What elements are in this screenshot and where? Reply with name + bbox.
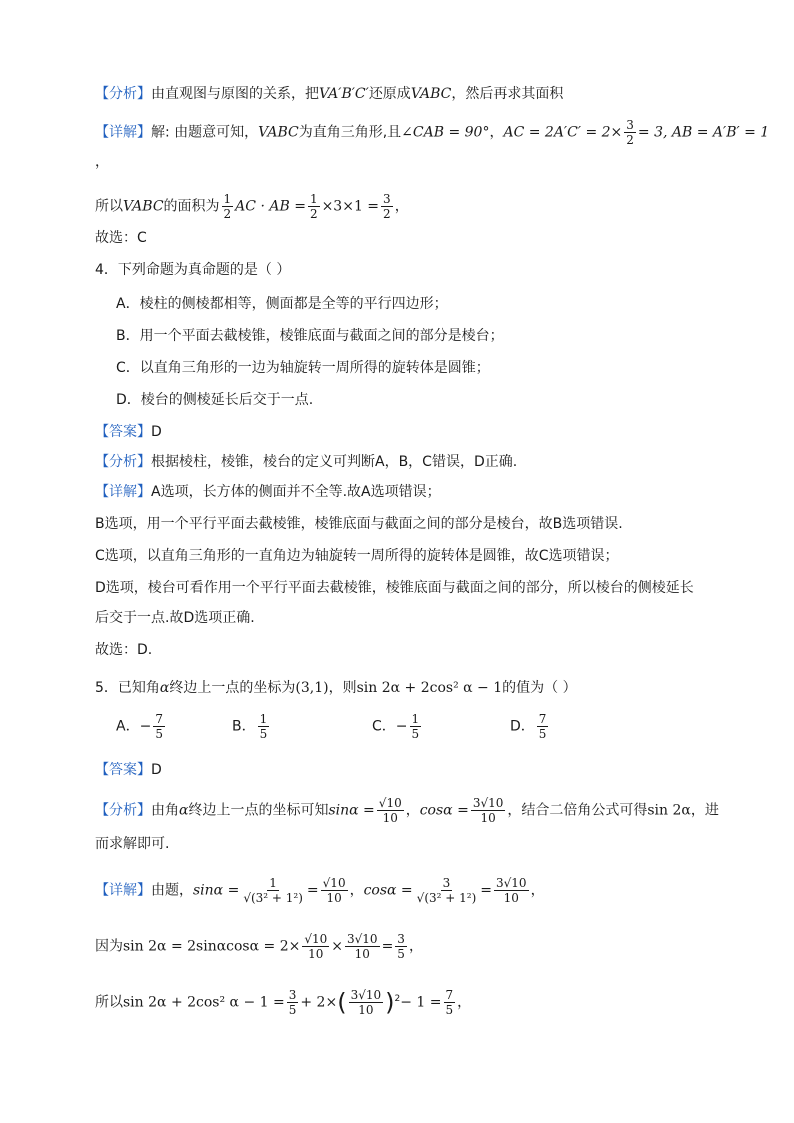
- denominator: 10: [326, 891, 342, 905]
- denominator: √(3² + 1²): [416, 891, 477, 905]
- text: 由题，: [151, 882, 193, 899]
- text: 5．已知角: [95, 680, 160, 696]
- analysis-q3: [95, 84, 724, 104]
- math: sin 2α = 2sinαcosα = 2×: [123, 938, 301, 955]
- denominator: 5: [155, 727, 163, 741]
- detail-4b: B选项，用一个平行平面去截棱锥，棱锥底面与截面之间的部分是棱台，故B选项错误.: [95, 516, 623, 532]
- option-5b: [232, 712, 271, 741]
- fraction: [494, 876, 529, 905]
- denominator: 5: [259, 727, 268, 741]
- detail-q3: [95, 118, 770, 147]
- text: ，进: [690, 802, 719, 819]
- text: 所以: [95, 198, 123, 215]
- option-4c: C．以直角三角形的一边为轴旋转一周所得的旋转体是圆锥；: [116, 360, 490, 376]
- denominator: 10: [308, 947, 324, 961]
- text: ，: [95, 154, 109, 170]
- fraction: [377, 796, 404, 825]
- text: ，然后再求其面积: [451, 86, 564, 102]
- numerator: 3: [397, 932, 405, 946]
- denominator: 5: [445, 1003, 454, 1017]
- math: sin 2α + 2cos² α − 1 =: [123, 994, 285, 1011]
- numerator: 3√10: [347, 932, 378, 946]
- text: ，: [530, 882, 545, 899]
- text: 为直角三角形,且: [298, 124, 402, 141]
- denominator: 10: [503, 891, 519, 905]
- final-line: [95, 988, 724, 1017]
- fraction: [153, 712, 165, 741]
- fraction: [241, 876, 305, 905]
- denominator: 5: [411, 727, 420, 741]
- fraction: [258, 712, 270, 741]
- option-5d: [510, 712, 550, 741]
- detail-4: [95, 482, 724, 502]
- denominator: 2: [383, 207, 391, 221]
- math: VABC: [410, 86, 452, 102]
- denominator: 10: [480, 811, 496, 825]
- text: ，: [349, 882, 364, 899]
- math: VABC: [258, 124, 299, 141]
- math: − 1 =: [400, 994, 442, 1011]
- numerator: 3√10: [350, 988, 382, 1002]
- numerator: 7: [155, 712, 163, 726]
- math: sinα =: [193, 882, 240, 899]
- select-q4: 故选：D.: [95, 642, 153, 658]
- math: ∠CAB = 90°: [401, 124, 490, 141]
- math: VA′B′C′: [319, 86, 369, 102]
- fraction: [410, 712, 422, 741]
- numerator: 1: [411, 712, 420, 726]
- math: AC · AB =: [235, 198, 306, 215]
- denominator: 2: [626, 133, 634, 147]
- paren-close: ): [385, 988, 395, 1017]
- analysis-5: [95, 796, 724, 825]
- fraction: [471, 796, 506, 825]
- math: sin 2α: [647, 802, 691, 819]
- numerator: 3: [442, 876, 451, 890]
- select-q3: 故选：C: [95, 230, 147, 246]
- text: ，: [457, 994, 472, 1011]
- detail-tag: 【详解】: [95, 882, 151, 899]
- fraction: [624, 118, 636, 147]
- numerator: 7: [445, 988, 454, 1002]
- text: 由直观图与原图的关系，把: [151, 86, 319, 102]
- analysis-tag: 【分析】: [95, 802, 151, 819]
- math: α: [179, 802, 189, 819]
- text: D．: [510, 718, 535, 735]
- math: cosα =: [419, 802, 469, 819]
- numerator: 3: [288, 988, 297, 1002]
- fraction: [395, 932, 407, 961]
- analysis-tag: 【分析】: [95, 454, 151, 470]
- denominator: 10: [358, 1003, 374, 1017]
- text: D: [151, 424, 162, 440]
- denominator: 10: [354, 947, 370, 961]
- math: (3,1): [295, 680, 329, 696]
- math: AC = 2A′C′ = 2×: [503, 124, 623, 141]
- math: =: [306, 882, 319, 899]
- answer-4: [95, 422, 724, 442]
- text: 因为: [95, 938, 123, 955]
- numerator: 1: [259, 712, 268, 726]
- option-5c: [372, 712, 423, 741]
- text: ，: [489, 124, 504, 141]
- question-4: 4．下列命题为真命题的是（ ）: [95, 262, 291, 278]
- detail-4c: C选项，以直角三角形的一直角边为轴旋转一周所得的旋转体是圆锥，故C选项错误；: [95, 548, 619, 564]
- detail-tag: 【详解】: [95, 124, 151, 141]
- denominator: 5: [397, 947, 405, 961]
- fraction: [302, 932, 329, 961]
- math: ×: [331, 938, 343, 955]
- text: 由角: [151, 802, 179, 819]
- detail-4e: 后交于一点.故D选项正确.: [95, 610, 255, 626]
- fraction: [287, 988, 299, 1017]
- text: 根据棱柱，棱锥，棱台的定义可判断A，B，C错误，D正确.: [151, 454, 518, 470]
- analysis-4: [95, 452, 724, 472]
- text: 终边上一点的坐标可知: [188, 802, 329, 819]
- text: 终边上一点的坐标为: [169, 680, 296, 696]
- fraction: [444, 988, 456, 1017]
- math: =: [381, 938, 394, 955]
- text: C．−: [372, 718, 408, 735]
- text: A选项，长方体的侧面并不全等.故A选项错误；: [151, 484, 441, 500]
- text: ，则: [328, 680, 357, 696]
- detail-4d: D选项，棱台可看作用一个平行平面去截棱锥，棱锥底面与截面之间的部分，所以棱台的侧棱延长: [95, 580, 694, 596]
- text: 的值为（ ）: [502, 680, 577, 696]
- answer-tag: 【答案】: [95, 424, 151, 440]
- fraction: [321, 876, 348, 905]
- math: VABC: [123, 198, 164, 215]
- text: ，: [405, 802, 420, 819]
- math: cosα =: [363, 882, 413, 899]
- math: = 3, AB = A′B′ = 1: [637, 124, 770, 141]
- numerator: 3: [383, 192, 391, 206]
- question-5: [95, 678, 724, 698]
- text: 所以: [95, 994, 123, 1011]
- numerator: 1: [269, 876, 277, 890]
- area-line: [95, 192, 724, 221]
- fraction: [222, 192, 234, 221]
- fraction: [415, 876, 479, 905]
- fraction: [345, 932, 380, 961]
- text: 解: 由题意可知，: [151, 124, 259, 141]
- numerator: √10: [304, 932, 328, 946]
- denominator: 5: [538, 727, 547, 741]
- fraction: [308, 192, 320, 221]
- text: 还原成: [368, 86, 411, 102]
- analysis-tag: 【分析】: [95, 86, 151, 102]
- text: A．−: [116, 718, 152, 735]
- math: α: [159, 680, 170, 696]
- text: B．: [232, 718, 256, 735]
- numerator: 1: [309, 192, 318, 206]
- numerator: 1: [223, 192, 232, 206]
- math: + 2×: [300, 994, 338, 1011]
- exponent: 2: [394, 993, 401, 1004]
- paren-open: (: [337, 988, 347, 1017]
- fraction: [349, 988, 384, 1017]
- denominator: 2: [223, 207, 232, 221]
- text: ，: [394, 198, 409, 215]
- option-4d: D．棱台的侧棱延长后交于一点.: [116, 392, 314, 408]
- detail-tag: 【详解】: [95, 484, 151, 500]
- sin2a-line: [95, 932, 724, 961]
- numerator: 7: [538, 712, 547, 726]
- text: D: [151, 762, 162, 778]
- numerator: √10: [378, 796, 402, 810]
- denominator: √(3² + 1²): [243, 891, 303, 905]
- text: ，结合二倍角公式可得: [507, 802, 648, 819]
- numerator: 3√10: [472, 796, 504, 810]
- answer-5: [95, 760, 724, 780]
- math: sinα =: [328, 802, 375, 819]
- denominator: 2: [309, 207, 318, 221]
- math: sin 2α + 2cos² α − 1: [356, 680, 503, 696]
- text: 的面积为: [163, 198, 220, 215]
- option-4a: A．棱柱的侧棱都相等，侧面都是全等的平行四边形；: [116, 296, 448, 312]
- answer-tag: 【答案】: [95, 762, 151, 778]
- option-4b: B．用一个平面去截棱锥，棱锥底面与截面之间的部分是棱台；: [116, 328, 504, 344]
- numerator: 3√10: [496, 876, 527, 890]
- fraction: [381, 192, 393, 221]
- math: ×3×1 =: [321, 198, 380, 215]
- option-5a: [116, 712, 167, 741]
- comma-line: [95, 152, 724, 172]
- fraction: [537, 712, 549, 741]
- text: ，: [408, 938, 423, 955]
- denominator: 5: [288, 1003, 297, 1017]
- numerator: 3: [626, 118, 634, 132]
- detail-5: [95, 876, 724, 905]
- denominator: 10: [382, 811, 398, 825]
- analysis-5-line2: 而求解即可.: [95, 836, 170, 852]
- math: =: [480, 882, 492, 899]
- numerator: √10: [322, 876, 346, 890]
